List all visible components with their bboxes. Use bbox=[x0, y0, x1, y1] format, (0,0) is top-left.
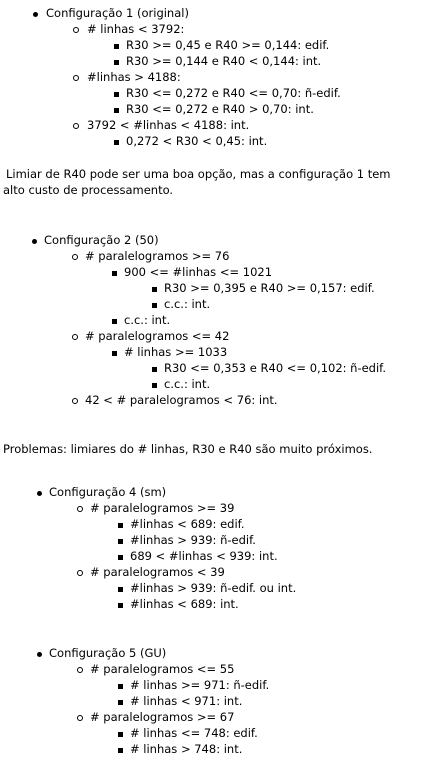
list-subitem: # linhas > 748: int. bbox=[130, 742, 243, 756]
bullet-circle bbox=[72, 254, 78, 260]
bullet-square bbox=[114, 60, 119, 65]
bullet-disc bbox=[32, 239, 37, 244]
list-subsubitem: c.c.: int. bbox=[164, 297, 211, 311]
bullet-square bbox=[112, 319, 117, 324]
section-title: Configuração 5 (GU) bbox=[49, 646, 167, 660]
list-subitem: R30 >= 0,45 e R40 >= 0,144: edif. bbox=[126, 38, 330, 52]
note-paragraph: Limiar de R40 pode ser uma boa opção, mas a configuração 1 tem bbox=[6, 167, 391, 181]
list-subitem: #linhas < 689: int. bbox=[130, 597, 239, 611]
bullet-square bbox=[118, 748, 123, 753]
section-title: Configuração 4 (sm) bbox=[49, 485, 167, 499]
list-subitem: 0,272 < R30 < 0,45: int. bbox=[126, 134, 268, 148]
list-subitem: # linhas <= 748: edif. bbox=[130, 726, 258, 740]
list-subitem: c.c.: int. bbox=[124, 313, 171, 327]
bullet-square bbox=[118, 700, 123, 705]
bullet-square bbox=[118, 603, 123, 608]
list-item: #linhas > 4188: bbox=[87, 70, 181, 84]
bullet-square bbox=[114, 92, 119, 97]
bullet-circle bbox=[72, 398, 78, 404]
bullet-square bbox=[152, 303, 157, 308]
bullet-disc bbox=[33, 12, 38, 17]
bullet-circle bbox=[73, 27, 79, 33]
bullet-square bbox=[152, 367, 157, 372]
note-paragraph: Problemas: limiares do # linhas, R30 e R40 são muito próximos. bbox=[3, 442, 373, 456]
bullet-square bbox=[118, 539, 123, 544]
bullet-circle bbox=[73, 75, 79, 81]
bullet-disc bbox=[37, 491, 42, 496]
bullet-square bbox=[118, 523, 123, 528]
list-subsubitem: R30 <= 0,353 e R40 <= 0,102: ñ-edif. bbox=[164, 361, 387, 375]
list-item: # paralelogramos >= 67 bbox=[90, 710, 235, 724]
section-title: Configuração 2 (50) bbox=[44, 233, 159, 247]
list-subitem: R30 <= 0,272 e R40 > 0,70: int. bbox=[126, 102, 314, 116]
bullet-circle bbox=[77, 715, 83, 721]
list-item: # paralelogramos >= 76 bbox=[85, 249, 230, 263]
list-subitem: 689 < #linhas < 939: int. bbox=[130, 549, 278, 563]
list-item: # paralelogramos < 39 bbox=[90, 565, 225, 579]
bullet-disc bbox=[37, 652, 42, 657]
list-subitem: # linhas < 971: int. bbox=[130, 694, 243, 708]
list-subsubitem: R30 >= 0,395 e R40 >= 0,157: edif. bbox=[164, 281, 375, 295]
list-item: # paralelogramos <= 55 bbox=[90, 662, 235, 676]
list-item: # paralelogramos >= 39 bbox=[90, 501, 235, 515]
list-item: 3792 < #linhas < 4188: int. bbox=[87, 118, 250, 132]
bullet-square bbox=[114, 44, 119, 49]
list-subitem: # linhas >= 1033 bbox=[124, 345, 228, 359]
bullet-circle bbox=[77, 570, 83, 576]
bullet-square bbox=[114, 140, 119, 145]
list-subitem: R30 <= 0,272 e R40 <= 0,70: ñ-edif. bbox=[126, 86, 341, 100]
list-subitem: #linhas < 689: edif. bbox=[130, 517, 245, 531]
list-item: # paralelogramos <= 42 bbox=[85, 329, 230, 343]
bullet-square bbox=[112, 271, 117, 276]
list-item: 42 < # paralelogramos < 76: int. bbox=[85, 393, 278, 407]
bullet-square bbox=[152, 383, 157, 388]
list-subitem: # linhas >= 971: ñ-edif. bbox=[130, 678, 270, 692]
list-item: # linhas < 3792: bbox=[87, 22, 185, 36]
section-title: Configuração 1 (original) bbox=[46, 6, 189, 20]
list-subsubitem: c.c.: int. bbox=[164, 377, 211, 391]
bullet-circle bbox=[72, 334, 78, 340]
bullet-circle bbox=[77, 506, 83, 512]
list-subitem: #linhas > 939: ñ-edif. ou int. bbox=[130, 581, 297, 595]
bullet-circle bbox=[77, 667, 83, 673]
bullet-square bbox=[118, 555, 123, 560]
bullet-square bbox=[118, 587, 123, 592]
list-subitem: #linhas > 939: ñ-edif. bbox=[130, 533, 256, 547]
bullet-square bbox=[118, 684, 123, 689]
bullet-square bbox=[112, 351, 117, 356]
bullet-circle bbox=[73, 123, 79, 129]
note-paragraph: alto custo de processamento. bbox=[3, 183, 174, 197]
bullet-square bbox=[152, 287, 157, 292]
bullet-square bbox=[114, 108, 119, 113]
list-subitem: 900 <= #linhas <= 1021 bbox=[124, 265, 273, 279]
list-subitem: R30 >= 0,144 e R40 < 0,144: int. bbox=[126, 54, 322, 68]
bullet-square bbox=[118, 732, 123, 737]
